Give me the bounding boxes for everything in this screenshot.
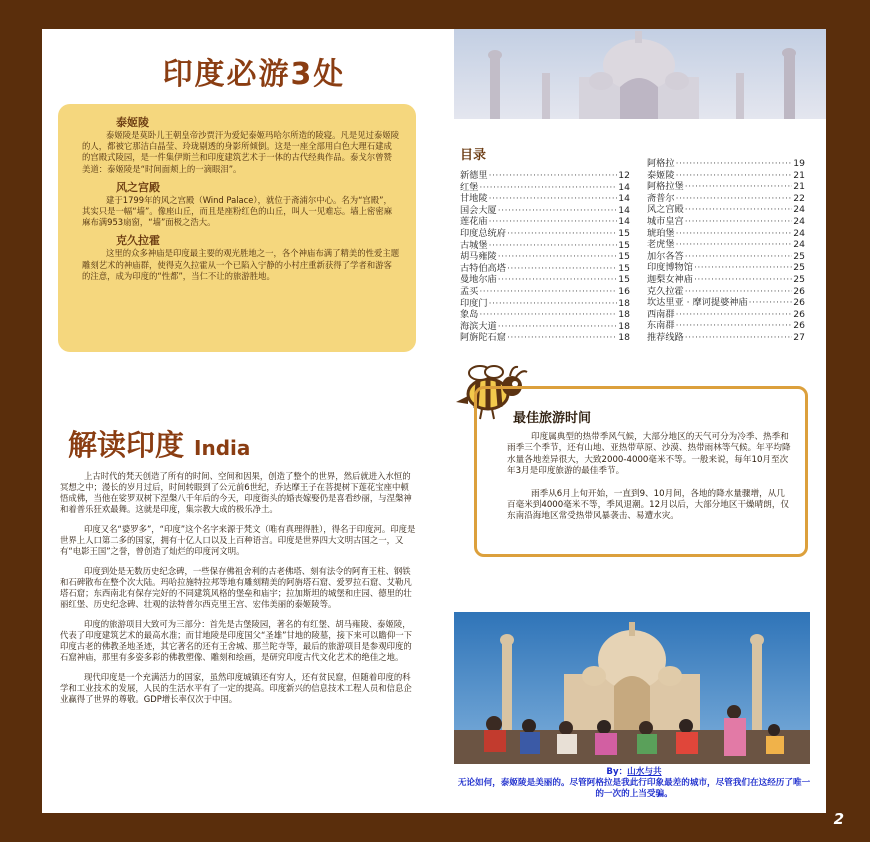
best-travel-time-box bbox=[474, 386, 808, 557]
toc-item-page: 15 bbox=[618, 274, 630, 286]
toc-item[interactable] bbox=[647, 239, 805, 251]
page-number: 2 bbox=[833, 810, 844, 828]
toc-item-name: 西南群 bbox=[647, 308, 675, 320]
attraction-text: 这里的众多神庙是印度最主要的观光胜地之一，各个神庙布满了精美的性爱主题雕刻艺术的神庙群，使得克久拉霍从一个已陷入宁静的小村庄重新获得了学者和游客的注意，成为印度的“性都”，当仁不让的旅游胜地。 bbox=[82, 248, 400, 281]
toc-leader-dots bbox=[685, 251, 793, 263]
section-title bbox=[68, 423, 250, 464]
toc-item[interactable] bbox=[647, 216, 805, 228]
toc-leader-dots bbox=[479, 286, 617, 298]
toc-item-name: 古城堡 bbox=[460, 239, 488, 251]
photo-caption bbox=[456, 767, 812, 800]
toc-item[interactable] bbox=[647, 228, 805, 240]
toc-item-name: 斋普尔 bbox=[647, 192, 675, 204]
toc-item-page: 18 bbox=[618, 309, 630, 321]
toc-item-page: 24 bbox=[793, 239, 805, 251]
toc-item-page: 26 bbox=[793, 297, 805, 309]
toc-item[interactable] bbox=[460, 263, 630, 275]
attraction-title: 克久拉霍 bbox=[116, 234, 160, 248]
toc-item[interactable] bbox=[647, 320, 805, 332]
toc-leader-dots bbox=[498, 321, 618, 333]
article-paragraph: 现代印度是一个充满活力的国家，虽然印度城镇还有穷人，还有贫民窟，但随着印度的科学和工业技术的发展，人民的生活水平有了一定的提高。印度新兴的信息技术工程人员和信息企业赢得了世界的尊敬。GDP增长率仅次于中国。 bbox=[60, 672, 412, 704]
caption-by-label: By： bbox=[606, 767, 628, 777]
tips-paragraph: 印度属典型的热带季风气候，大部分地区的天气可分为冷季、热季和雨季三个季节，还有山地、亚热带草原、沙漠、热带雨林等气候。年平均降水量各地差异很大，大致2000-4000毫米不等。一般来说，每年10月至次年3月是印度旅游的最佳季节。 bbox=[507, 432, 791, 476]
toc-item[interactable] bbox=[460, 251, 630, 263]
toc-item-name: 风之宫殿 bbox=[647, 204, 684, 216]
toc-item-name: 阿格拉 bbox=[647, 158, 675, 169]
caption-text: 无论如何，泰姬陵是美丽的。尽管阿格拉是我此行印象最差的城市，尽管我们在这经历了唯一的一次的上当受骗。 bbox=[457, 778, 811, 799]
toc-item-name: 国会大厦 bbox=[460, 204, 497, 216]
toc-item-page: 21 bbox=[793, 169, 805, 181]
toc-leader-dots bbox=[507, 228, 617, 240]
toc-leader-dots bbox=[676, 170, 793, 182]
toc-item-name: 老虎堡 bbox=[647, 239, 675, 251]
toc-item-name: 琥珀堡 bbox=[647, 227, 675, 239]
attraction-text: 建于1799年的风之宫殿（Wind Palace），就位于斋浦尔中心。名为“宫殿”，其实只是一幅“墙”。像座山丘，而且是座粉红色的山丘，叫人一见难忘。墙上密密麻麻布满953扇窗，“墙”面极之浩大。 bbox=[82, 194, 393, 228]
toc-item-name: 泰姬陵 bbox=[647, 169, 675, 181]
toc-item-page: 15 bbox=[618, 251, 630, 263]
article-paragraph: 印度的旅游项目大致可为三部分：首先是古堡陵园，著名的有红堡、胡马雍陵、泰姬陵，代表了印度建筑艺术的最高水准；而甘地陵是印度国父“圣雄”甘地的陵墓，接下来可以瞻仰一下印度古老的佛教圣地圣迹，其它著名的还有王舍城、那兰陀寺等，最后的旅游项目是参观印度的石窟神庙，那里有多姿多彩的佛教塑像、雕刻和绘画，是研究印度古代文化艺术的绝佳之地。 bbox=[60, 619, 413, 662]
toc-item-page: 24 bbox=[793, 227, 805, 239]
toc-column-1 bbox=[460, 170, 630, 344]
toc-item-name: 克久拉霍 bbox=[647, 285, 684, 297]
section-title-cn: 解读印度 bbox=[68, 428, 185, 462]
toc-item-name: 阿格拉堡 bbox=[647, 181, 684, 193]
toc-leader-dots bbox=[676, 239, 793, 251]
toc-leader-dots bbox=[507, 332, 617, 344]
attractions-box bbox=[58, 104, 416, 352]
toc-item-name: 印度门 bbox=[460, 297, 488, 309]
toc-item-name: 印度博物馆 bbox=[647, 262, 693, 274]
toc-item-name: 东南群 bbox=[647, 320, 675, 332]
article-paragraph: 印度又名“婆罗多”，“印度”这个名字来源于梵文（唯有真理得胜），得名于印度河。印度是世界上人口第二多的国家，拥有十亿人口以及上百种语言。印度是世界四大文明古国之一，又有“电影王国”之誉，曾创造了灿烂的印度河文明。 bbox=[60, 524, 416, 556]
attraction-title: 泰姬陵 bbox=[116, 116, 149, 129]
toc-item-page: 25 bbox=[793, 262, 805, 274]
tips-paragraph: 雨季从6月上旬开始，一直到9、10月间，各地的降水量骤增，从几百毫米到4000毫米不等，季风退潮。12月以后，大部分地区干燥晴朗，仅东南沿海地区常受热带风暴袭击、易遭水灾。 bbox=[507, 489, 790, 522]
toc-item-page: 18 bbox=[618, 320, 630, 332]
toc-item-page: 14 bbox=[618, 216, 630, 228]
toc-item[interactable] bbox=[460, 309, 630, 321]
toc-leader-dots bbox=[489, 298, 618, 310]
attraction-text: 泰姬陵是莫卧儿王朝皇帝沙贾汗为爱妃泰姬玛哈尔所造的陵寝。凡是见过泰姬陵的人，都被它那洁白晶莹、玲珑剔透的身影所倾倒。这是一座全部用白色大理石建成的宫殿式陵园，是一件集伊斯兰和印度建筑艺术于一体的古代经典作品。泰戈尔曾赞美道：泰姬陵是“时间面颊上的一滴眼泪”。 bbox=[82, 130, 400, 174]
toc-leader-dots bbox=[507, 263, 617, 275]
toc-item-name: 莲花庙 bbox=[460, 216, 488, 228]
article-body bbox=[60, 471, 416, 714]
main-title: 印度必游3处 bbox=[162, 57, 346, 92]
toc-leader-dots bbox=[685, 216, 793, 228]
toc-item-name: 古特伯高塔 bbox=[460, 262, 506, 274]
toc-leader-dots bbox=[498, 205, 618, 217]
toc-item-page: 25 bbox=[793, 250, 805, 262]
toc-item-page: 14 bbox=[618, 193, 630, 205]
author-link[interactable]: 山水与共 bbox=[627, 767, 662, 777]
toc-leader-dots bbox=[749, 297, 793, 309]
toc-leader-dots bbox=[685, 204, 793, 216]
toc-item[interactable] bbox=[460, 205, 630, 217]
toc-item[interactable] bbox=[460, 228, 630, 240]
toc-leader-dots bbox=[479, 182, 617, 194]
toc-item-page: 27 bbox=[793, 331, 805, 343]
toc-item-page: 16 bbox=[618, 285, 630, 297]
toc-item[interactable] bbox=[647, 332, 805, 344]
toc-item[interactable] bbox=[460, 216, 630, 228]
toc-item-page: 25 bbox=[793, 273, 805, 285]
toc-leader-dots bbox=[489, 170, 618, 182]
toc-item[interactable] bbox=[647, 274, 805, 286]
toc-item-name: 城市皇宫 bbox=[647, 215, 684, 227]
toc-item[interactable] bbox=[460, 332, 630, 344]
toc-item[interactable] bbox=[460, 182, 630, 194]
toc-item-page: 19 bbox=[793, 158, 805, 169]
toc-leader-dots bbox=[676, 320, 793, 332]
toc-item-name: 阿旃陀石窟 bbox=[460, 332, 506, 344]
toc-item[interactable] bbox=[460, 298, 630, 310]
toc-leader-dots bbox=[498, 251, 618, 263]
toc-item[interactable] bbox=[647, 193, 805, 205]
toc-item-name: 甘地陵 bbox=[460, 193, 488, 205]
toc-item[interactable] bbox=[460, 240, 630, 252]
toc-leader-dots bbox=[498, 274, 618, 286]
toc-title: 目录 bbox=[460, 148, 487, 163]
toc-item[interactable] bbox=[647, 158, 805, 170]
toc-item-page: 14 bbox=[618, 181, 630, 193]
toc-item-name: 新德里 bbox=[460, 170, 488, 181]
toc-item-name: 推荐线路 bbox=[647, 331, 684, 343]
toc-column-2 bbox=[647, 158, 805, 344]
toc-item-page: 12 bbox=[618, 170, 630, 181]
taj-mahal-top-photo bbox=[454, 29, 826, 119]
toc-item-page: 15 bbox=[618, 239, 630, 251]
toc-leader-dots bbox=[489, 240, 618, 252]
toc-item-name: 印度总统府 bbox=[460, 227, 506, 239]
toc-leader-dots bbox=[489, 216, 618, 228]
toc-item[interactable] bbox=[647, 204, 805, 216]
attraction-title: 风之宫殿 bbox=[116, 180, 160, 194]
toc-item-name: 象岛 bbox=[460, 309, 479, 321]
toc-item-page: 15 bbox=[618, 262, 630, 274]
toc-item[interactable] bbox=[460, 193, 630, 205]
article-paragraph: 印度到处是无数历史纪念碑，一些保存佛祖舍利的古老佛塔、刻有法令的阿育王柱、钢铁和石碑散布在整个次大陆。玛哈拉施特拉邦等地有雕刻精美的阿旃塔石窟、爱罗拉石窟、艾勒凡塔石窟；东西南北有保存完好的不同建筑风格的堡垒和庙宇；拉加斯坦的城堡和庄园、德里的壮丽红堡、历史纪念碑、壮观的法特普尔西克里王宫、宏伟美丽的泰姬陵等。 bbox=[60, 566, 412, 609]
toc-item[interactable] bbox=[460, 170, 630, 182]
toc-item[interactable] bbox=[460, 286, 630, 298]
toc-item-page: 18 bbox=[618, 332, 630, 344]
toc-leader-dots bbox=[685, 286, 793, 298]
toc-leader-dots bbox=[676, 158, 793, 170]
toc-item-page: 22 bbox=[793, 192, 805, 204]
toc-item[interactable] bbox=[460, 274, 630, 286]
toc-leader-dots bbox=[694, 262, 792, 274]
toc-item[interactable] bbox=[647, 181, 805, 193]
toc-leader-dots bbox=[489, 193, 618, 205]
toc-leader-dots bbox=[685, 181, 793, 193]
toc-leader-dots bbox=[676, 309, 793, 321]
toc-leader-dots bbox=[685, 332, 793, 344]
toc-item[interactable] bbox=[647, 251, 805, 263]
toc-item-name: 孟买 bbox=[460, 285, 479, 297]
article-paragraph: 上古时代的梵天创造了所有的时间、空间和因果，创造了整个的世界，然后就进入水恒的冥想之中；漫长的岁月过后，时间转眼到了公元前6世纪，乔达摩王子在菩提树下莲花宝座中顿悟成佛，当他在娑罗双树下涅槃八千年后的今天，印度街头的婚丧嫁娶仍是喜看纱丽，与涅槃神和着普乐狂欢最舞。这就是印度，集宗教大成的极乐净土。 bbox=[60, 471, 412, 514]
toc-item-page: 21 bbox=[793, 181, 805, 193]
toc-item-name: 加尔各答 bbox=[647, 250, 684, 262]
toc-item-page: 26 bbox=[793, 285, 805, 297]
toc-item-name: 曼地尔庙 bbox=[460, 274, 497, 286]
toc-item[interactable] bbox=[647, 297, 805, 309]
tips-title: 最佳旅游时间 bbox=[513, 411, 592, 426]
toc-item-page: 24 bbox=[793, 204, 805, 216]
toc-item-page: 24 bbox=[793, 215, 805, 227]
toc-item-page: 15 bbox=[618, 227, 630, 239]
toc-item-name: 胡马雍陵 bbox=[460, 251, 497, 263]
taj-mahal-crowd-photo bbox=[454, 612, 810, 764]
toc-item[interactable] bbox=[460, 321, 630, 333]
magazine-page bbox=[42, 29, 826, 813]
toc-leader-dots bbox=[676, 228, 793, 240]
toc-item-page: 26 bbox=[793, 308, 805, 320]
toc-leader-dots bbox=[694, 274, 792, 286]
toc-item[interactable] bbox=[647, 170, 805, 182]
toc-item-name: 坎达里亚 · 摩诃提婆神庙 bbox=[647, 297, 748, 309]
toc-item[interactable] bbox=[647, 309, 805, 321]
toc-item-page: 26 bbox=[793, 320, 805, 332]
toc-leader-dots bbox=[676, 193, 793, 205]
toc-item[interactable] bbox=[647, 286, 805, 298]
toc-leader-dots bbox=[479, 309, 617, 321]
section-title-en: India bbox=[194, 436, 251, 460]
toc-item-page: 14 bbox=[618, 204, 630, 216]
toc-item[interactable] bbox=[647, 262, 805, 274]
toc-item-name: 迦梨女神庙 bbox=[647, 273, 693, 285]
toc-item-page: 18 bbox=[618, 297, 630, 309]
toc-item-name: 海滨大道 bbox=[460, 320, 497, 332]
toc-item-name: 红堡 bbox=[460, 181, 479, 193]
